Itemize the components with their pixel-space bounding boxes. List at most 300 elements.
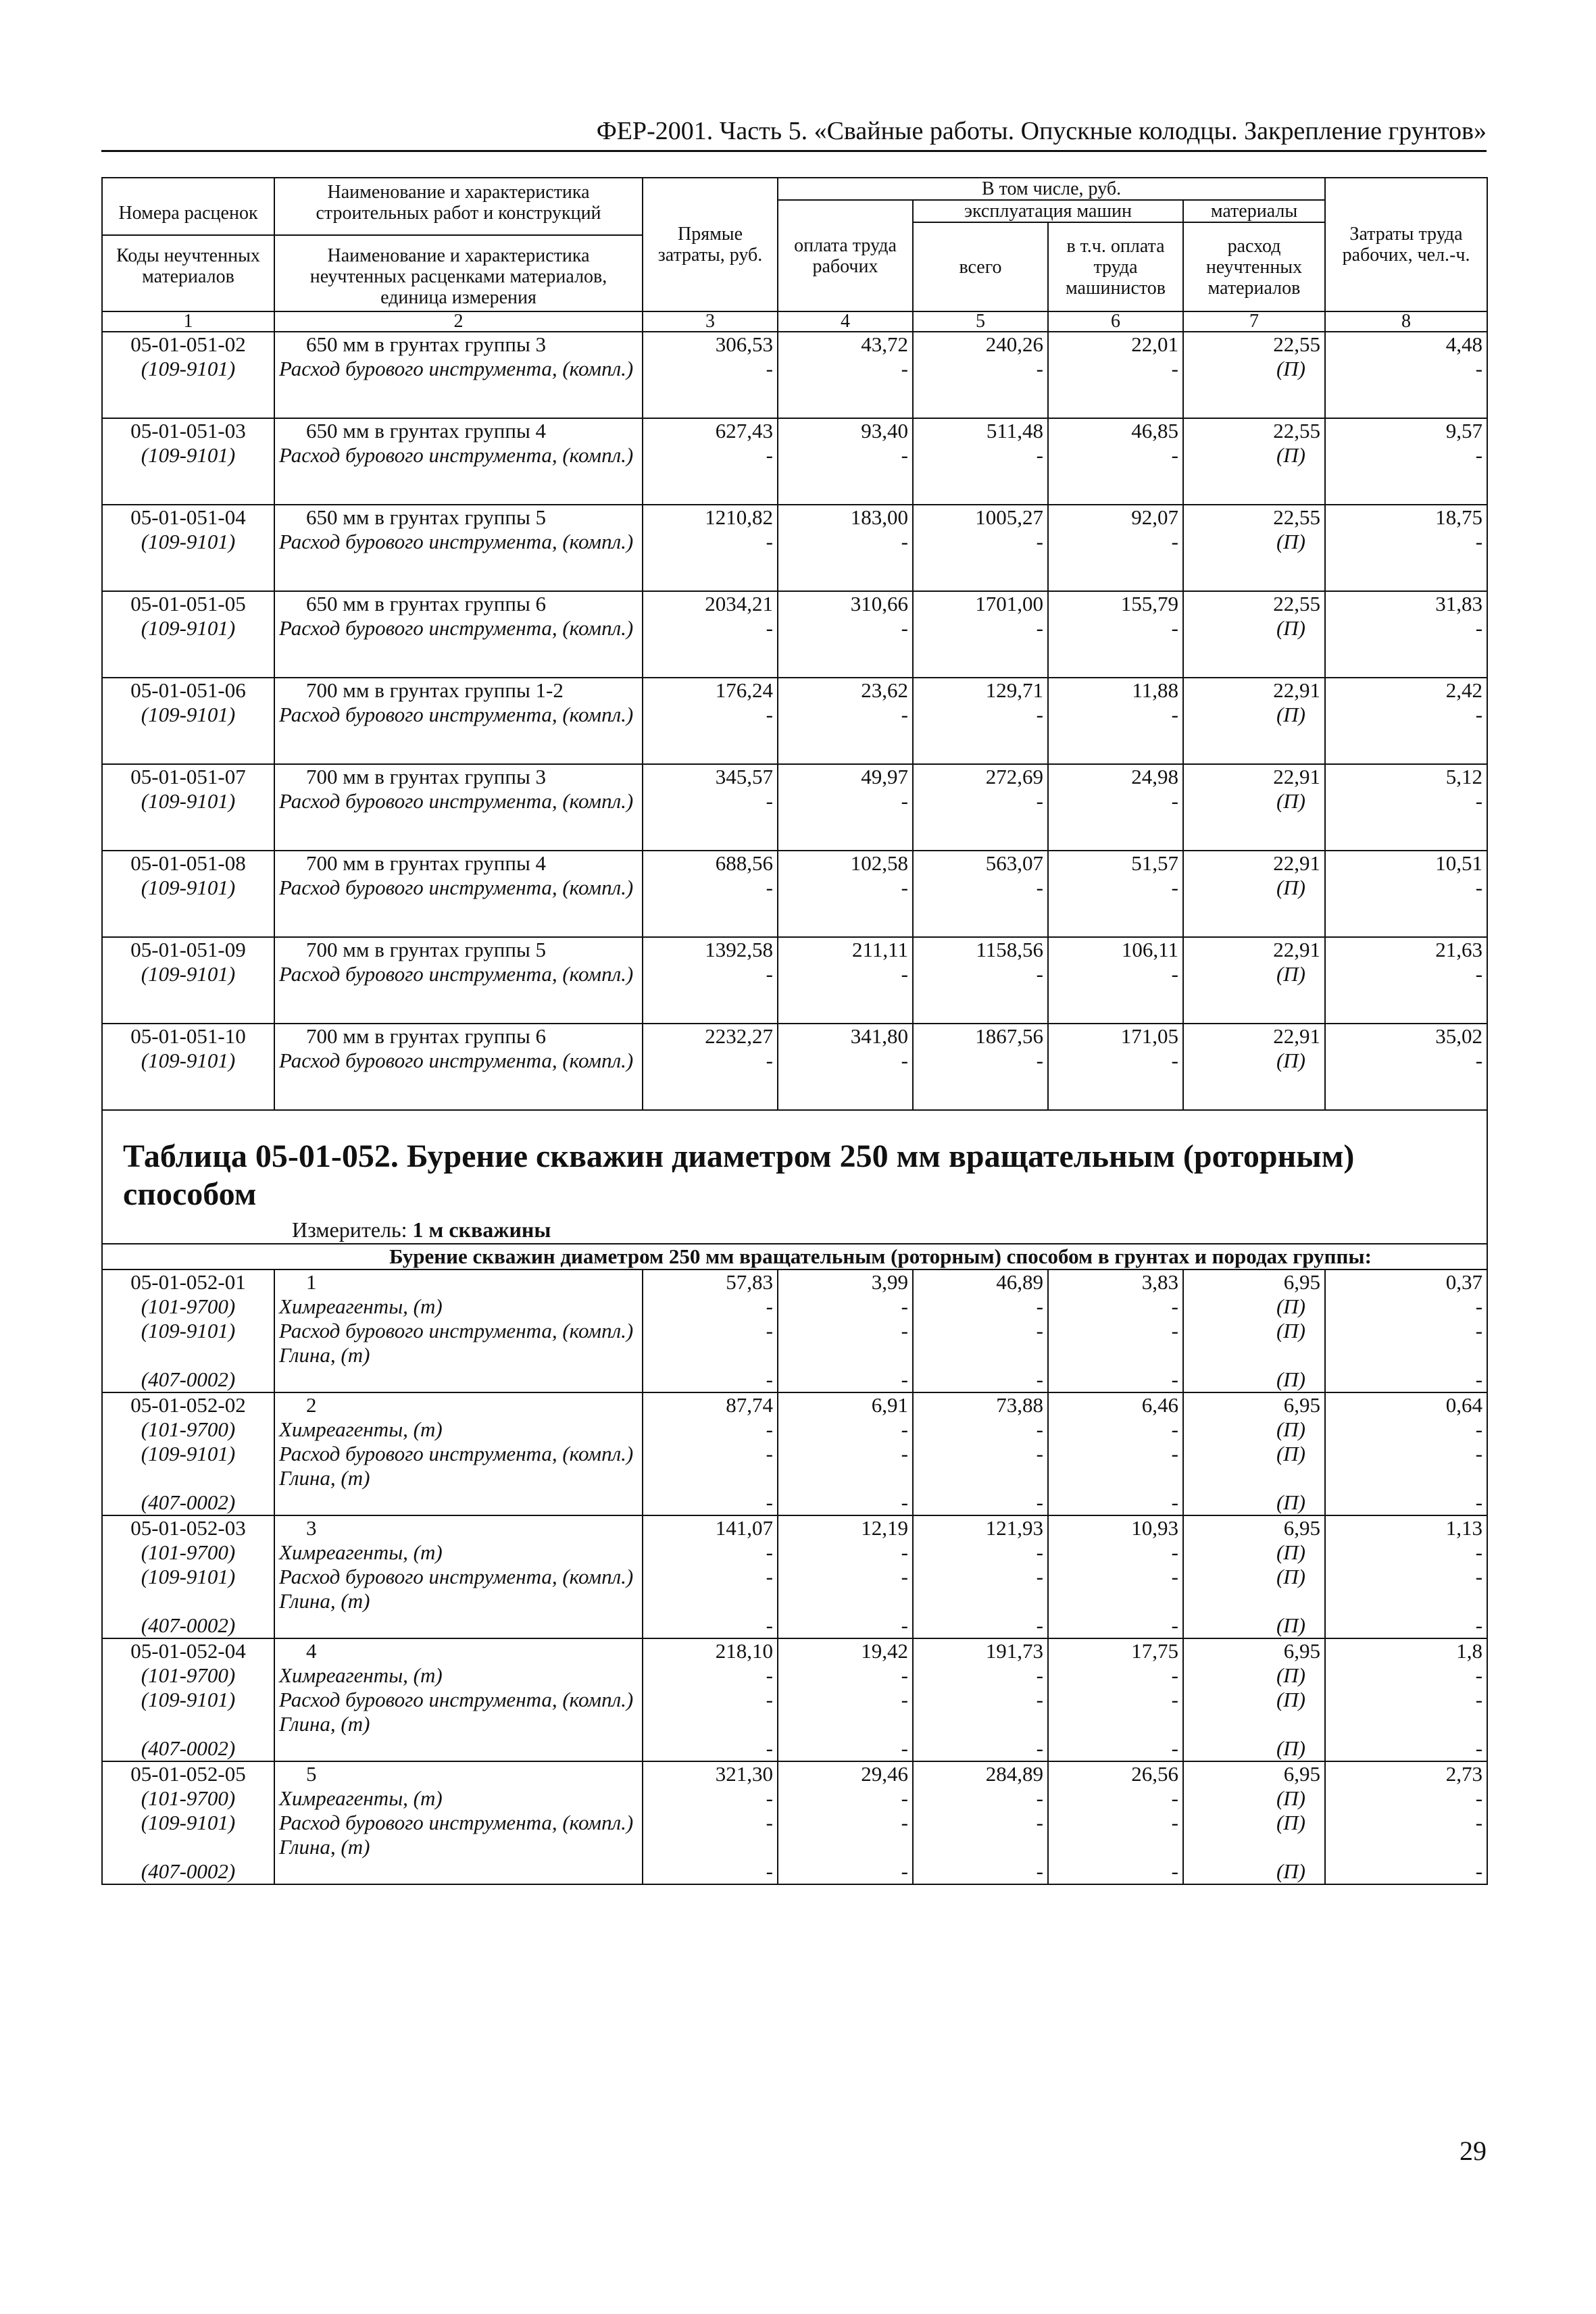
dash: - [1171,789,1178,813]
rates-table-wrap [101,177,1487,1885]
value-c3: 306,53 [715,332,773,356]
rate-code-cell [102,505,274,591]
value-c3: 87,74 [726,1393,773,1417]
value-c5: 1005,27 [975,505,1043,529]
work-name: 650 мм в грунтах группы 6 [306,592,547,615]
value-c8-cell [1325,505,1487,591]
col-num: 6 [1048,311,1183,332]
material-code: (407-0002) [141,1613,236,1637]
work-name: 5 [306,1762,317,1786]
spacer [107,1835,270,1859]
dash: - [901,1859,908,1883]
rate-code: 05-01-051-03 [130,419,246,443]
value-c6-cell [1048,1638,1183,1761]
spacer [1188,1712,1320,1736]
value-c6-cell [1048,332,1183,418]
material-name: Расход бурового инструмента, (компл.) [279,357,634,380]
value-c4-cell [778,1638,913,1761]
dash: - [1036,1859,1043,1883]
rate-code: 05-01-051-07 [130,765,246,788]
table-row [102,505,1487,591]
rate-code: 05-01-052-02 [130,1393,246,1417]
work-name-cell [274,1761,643,1884]
material-name: Глина, (т) [279,1466,370,1490]
rate-code: 05-01-051-04 [130,505,246,529]
spacer [782,1712,908,1736]
value-c7-cell [1183,505,1325,591]
header-work-name: Наименование и характеристика строительных работ и конструкций [316,181,601,224]
value-c7: 6,95 [1283,1516,1321,1540]
dash: - [1036,1367,1043,1391]
dash: - [901,1540,908,1564]
value-c5-cell [913,678,1048,764]
dash: - [1036,1736,1043,1760]
dash: - [1475,1688,1483,1711]
value-c8-cell [1325,678,1487,764]
value-c6-cell [1048,851,1183,937]
material-code: (101-9700) [141,1294,236,1318]
dash: - [1171,1294,1178,1318]
dash: - [901,1663,908,1687]
dash: - [901,703,908,726]
dash: - [1036,1319,1043,1342]
dash: - [766,443,773,467]
value-c5: 46,89 [996,1270,1043,1294]
dash: - [901,1417,908,1441]
value-c4: 49,97 [861,765,908,788]
dash: - [901,530,908,553]
dash: - [901,1565,908,1588]
header-total: всего [913,222,1048,311]
material-code: (109-9101) [141,1049,236,1072]
value-c4: 211,11 [852,938,908,961]
value-c6: 6,46 [1141,1393,1178,1417]
dash: - [766,789,773,813]
dash: - [901,1613,908,1637]
spacer [1330,1835,1482,1859]
dash: - [1036,703,1043,726]
work-name: 650 мм в грунтах группы 4 [306,419,547,443]
dash: - [1171,1565,1178,1588]
value-c3: 218,10 [715,1639,773,1663]
p-mark: (П) [1276,1859,1306,1883]
spacer [1188,1466,1320,1490]
material-name: Расход бурового инструмента, (компл.) [279,616,634,640]
material-code: (109-9101) [141,357,236,380]
table-row [102,418,1487,505]
dash: - [1036,1442,1043,1465]
dash: - [766,1367,773,1391]
dash: - [901,1811,908,1834]
work-name-cell [274,937,643,1024]
dash: - [1171,616,1178,640]
value-c6-cell [1048,764,1183,851]
dash: - [766,1811,773,1834]
value-c8: 0,64 [1445,1393,1483,1417]
dash: - [766,1417,773,1441]
rate-code-cell [102,1269,274,1392]
value-c3-cell [643,678,778,764]
material-name: Глина, (т) [279,1343,370,1367]
material-name: Химреагенты, (т) [279,1417,443,1441]
value-c6-cell [1048,678,1183,764]
group-row-blank [102,1244,274,1269]
material-name: Расход бурового инструмента, (компл.) [279,1442,634,1465]
value-c4-cell [778,418,913,505]
value-c6-cell [1048,937,1183,1024]
value-c4-cell [778,1269,913,1392]
header-material-name: Наименование и характеристика неучтенных расценками материалов, единица измерения [275,234,642,308]
value-c8: 1,13 [1445,1516,1483,1540]
spacer [918,1466,1043,1490]
value-c7-cell [1183,1638,1325,1761]
value-c5: 1158,56 [976,938,1043,961]
work-name: 3 [306,1516,317,1540]
value-c4: 310,66 [850,592,908,615]
p-mark: (П) [1276,357,1306,380]
rate-code-cell [102,1638,274,1761]
material-code: (407-0002) [141,1367,236,1391]
material-code: (101-9700) [141,1663,236,1687]
material-code: (109-9101) [141,1688,236,1711]
table-row [102,678,1487,764]
value-c6: 26,56 [1131,1762,1178,1786]
meter-value: 1 м скважины [412,1217,551,1242]
value-c5: 129,71 [985,678,1043,702]
dash: - [901,789,908,813]
value-c6: 106,11 [1121,938,1178,961]
value-c6-cell [1048,1024,1183,1110]
table-row [102,1269,1487,1392]
value-c4-cell [778,937,913,1024]
value-c7: 22,91 [1273,851,1321,875]
table-row [102,332,1487,418]
value-c6: 24,98 [1131,765,1178,788]
p-mark: (П) [1276,703,1306,726]
spacer [1330,1712,1482,1736]
value-c8-cell [1325,1515,1487,1638]
value-c3-cell [643,1269,778,1392]
p-mark: (П) [1276,1367,1306,1391]
p-mark: (П) [1276,530,1306,553]
table-row [102,591,1487,678]
value-c5-cell [913,1515,1048,1638]
rate-code: 05-01-052-03 [130,1516,246,1540]
dash: - [1171,1442,1178,1465]
dash: - [1475,1049,1483,1072]
material-name: Глина, (т) [279,1589,370,1613]
value-c6: 46,85 [1131,419,1178,443]
dash: - [1475,1859,1483,1883]
dash: - [1036,1613,1043,1637]
value-c4-cell [778,764,913,851]
section-052-heading [102,1110,1487,1269]
dash: - [1475,1613,1483,1637]
value-c3-cell [643,1515,778,1638]
material-name: Расход бурового инструмента, (компл.) [279,530,634,553]
value-c8-cell [1325,591,1487,678]
value-c5: 191,73 [985,1639,1043,1663]
table-row [102,764,1487,851]
dash: - [901,1294,908,1318]
work-name-cell [274,678,643,764]
value-c4-cell [778,1024,913,1110]
value-c8: 18,75 [1435,505,1483,529]
dash: - [766,616,773,640]
p-mark: (П) [1276,1565,1306,1588]
value-c4-cell [778,678,913,764]
value-c5-cell [913,937,1048,1024]
dash: - [901,1688,908,1711]
p-mark: (П) [1276,1540,1306,1564]
material-code: (101-9700) [141,1786,236,1810]
value-c8: 2,42 [1445,678,1483,702]
value-c8: 21,63 [1435,938,1483,961]
dash: - [901,962,908,986]
value-c4: 23,62 [861,678,908,702]
spacer [647,1835,773,1859]
header-wages: оплата труда рабочих [778,200,913,311]
dash: - [1171,1367,1178,1391]
value-c7-cell [1183,1269,1325,1392]
material-code: (109-9101) [141,703,236,726]
dash: - [1475,1417,1483,1441]
rate-code: 05-01-051-06 [130,678,246,702]
value-c6: 22,01 [1131,332,1178,356]
value-c7: 22,55 [1273,419,1321,443]
spacer [1188,1589,1320,1613]
spacer [782,1343,908,1367]
value-c7-cell [1183,1761,1325,1884]
value-c6: 171,05 [1120,1024,1178,1048]
spacer [918,1589,1043,1613]
work-name: 700 мм в грунтах группы 1-2 [306,678,564,702]
material-code: (109-9101) [141,443,236,467]
value-c8: 9,57 [1445,419,1483,443]
rate-code-cell [102,591,274,678]
value-c3: 1392,58 [705,938,773,961]
rates-table [101,177,1488,1885]
value-c5-cell [913,851,1048,937]
dash: - [1171,962,1178,986]
value-c6-cell [1048,505,1183,591]
value-c8-cell [1325,418,1487,505]
value-c6: 51,57 [1131,851,1178,875]
rate-code-cell [102,678,274,764]
table-header [102,178,1487,332]
dash: - [766,1565,773,1588]
dash: - [1475,703,1483,726]
work-name-cell [274,591,643,678]
rate-code-cell [102,851,274,937]
dash: - [1475,876,1483,899]
value-c5-cell [913,764,1048,851]
value-c5-cell [913,332,1048,418]
dash: - [1036,1688,1043,1711]
value-c3-cell [643,1024,778,1110]
spacer [918,1835,1043,1859]
value-c5: 511,48 [986,419,1043,443]
spacer [1053,1343,1178,1367]
dash: - [1171,1786,1178,1810]
value-c7: 22,91 [1273,678,1321,702]
value-c4-cell [778,332,913,418]
dash: - [766,962,773,986]
section-052-title: Таблица 05-01-052. Бурение скважин диаметром 250 мм вращательным (роторным) способом [102,1110,1487,1216]
value-c3: 321,30 [715,1762,773,1786]
spacer [782,1466,908,1490]
value-c5: 1701,00 [975,592,1043,615]
value-c8-cell [1325,851,1487,937]
rate-code: 05-01-051-05 [130,592,246,615]
value-c7-cell [1183,1024,1325,1110]
material-code: (109-9101) [141,530,236,553]
spacer [107,1712,270,1736]
value-c4-cell [778,1392,913,1515]
rate-code-cell [102,937,274,1024]
value-c5-cell [913,591,1048,678]
value-c7-cell [1183,851,1325,937]
dash: - [901,357,908,380]
spacer [782,1589,908,1613]
col-num: 8 [1325,311,1487,332]
spacer [1188,1835,1320,1859]
material-code: (109-9101) [141,1811,236,1834]
material-code: (407-0002) [141,1736,236,1760]
value-c6-cell [1048,1269,1183,1392]
value-c7: 22,55 [1273,592,1321,615]
work-name: 700 мм в грунтах группы 6 [306,1024,547,1048]
material-name: Химреагенты, (т) [279,1786,443,1810]
value-c6: 17,75 [1131,1639,1178,1663]
material-name: Расход бурового инструмента, (компл.) [279,443,634,467]
value-c4-cell [778,1515,913,1638]
p-mark: (П) [1276,443,1306,467]
rate-code-cell [102,1761,274,1884]
spacer [918,1343,1043,1367]
header-materials: материалы [1183,200,1325,222]
rate-code-cell [102,1515,274,1638]
dash: - [766,1688,773,1711]
value-c4: 43,72 [861,332,908,356]
value-c7: 6,95 [1283,1639,1321,1663]
header-machinist-wages: в т.ч. оплата труда машинистов [1048,222,1183,311]
spacer [107,1589,270,1613]
dash: - [1475,1811,1483,1834]
dash: - [1036,1663,1043,1687]
p-mark: (П) [1276,876,1306,899]
dash: - [1036,1417,1043,1441]
value-c3: 141,07 [715,1516,773,1540]
dash: - [1036,357,1043,380]
value-c5-cell [913,418,1048,505]
meter-label: Измеритель: [292,1217,407,1242]
work-name-cell [274,1024,643,1110]
work-name: 700 мм в грунтах группы 5 [306,938,547,961]
value-c5: 1867,56 [975,1024,1043,1048]
table-row [102,1392,1487,1515]
value-c6-cell [1048,418,1183,505]
material-name: Расход бурового инструмента, (компл.) [279,1811,634,1834]
value-c3-cell [643,1638,778,1761]
section-052-meter [102,1216,1487,1244]
value-c7-cell [1183,418,1325,505]
rate-code-cell [102,764,274,851]
dash: - [1036,1490,1043,1514]
value-c4: 93,40 [861,419,908,443]
dash: - [1475,1367,1483,1391]
material-name: Расход бурового инструмента, (компл.) [279,1319,634,1342]
value-c3-cell [643,418,778,505]
dash: - [1171,1540,1178,1564]
dash: - [766,1319,773,1342]
dash: - [1036,876,1043,899]
value-c7: 22,91 [1273,938,1321,961]
dash: - [1036,616,1043,640]
dash: - [766,1736,773,1760]
dash: - [766,1540,773,1564]
value-c6: 92,07 [1131,505,1178,529]
material-code: (109-9101) [141,1565,236,1588]
value-c6: 11,88 [1132,678,1178,702]
spacer [647,1343,773,1367]
p-mark: (П) [1276,1786,1306,1810]
spacer [1053,1466,1178,1490]
rate-code-cell [102,418,274,505]
value-c3: 2034,21 [705,592,773,615]
p-mark: (П) [1276,1319,1306,1342]
spacer [1053,1712,1178,1736]
value-c6-cell [1048,1392,1183,1515]
material-code: (109-9101) [141,789,236,813]
value-c5-cell [913,1638,1048,1761]
dash: - [1171,357,1178,380]
p-mark: (П) [1276,1049,1306,1072]
table-row [102,1024,1487,1110]
spacer [1188,1343,1320,1367]
col-num: 2 [274,311,643,332]
spacer [1330,1343,1482,1367]
material-name: Глина, (т) [279,1835,370,1859]
work-name: 700 мм в грунтах группы 3 [306,765,547,788]
page-number: 29 [1460,2136,1487,2166]
material-code: (109-9101) [141,616,236,640]
spacer [647,1466,773,1490]
material-code: (109-9101) [141,1319,236,1342]
value-c8-cell [1325,1269,1487,1392]
value-c5-cell [913,1392,1048,1515]
p-mark: (П) [1276,1688,1306,1711]
value-c8-cell [1325,1761,1487,1884]
value-c3-cell [643,332,778,418]
p-mark: (П) [1276,1736,1306,1760]
table-052-body [102,1269,1487,1884]
header-machines: эксплуатация машин [913,200,1183,222]
value-c8: 0,37 [1445,1270,1483,1294]
value-c4: 6,91 [871,1393,908,1417]
material-name: Глина, (т) [279,1712,370,1736]
dash: - [766,1613,773,1637]
value-c7-cell [1183,332,1325,418]
value-c4: 102,58 [850,851,908,875]
value-c3-cell [643,764,778,851]
value-c8: 1,8 [1456,1639,1483,1663]
value-c3-cell [643,505,778,591]
value-c7-cell [1183,678,1325,764]
dash: - [1475,1294,1483,1318]
dash: - [766,1786,773,1810]
value-c7: 6,95 [1283,1270,1321,1294]
